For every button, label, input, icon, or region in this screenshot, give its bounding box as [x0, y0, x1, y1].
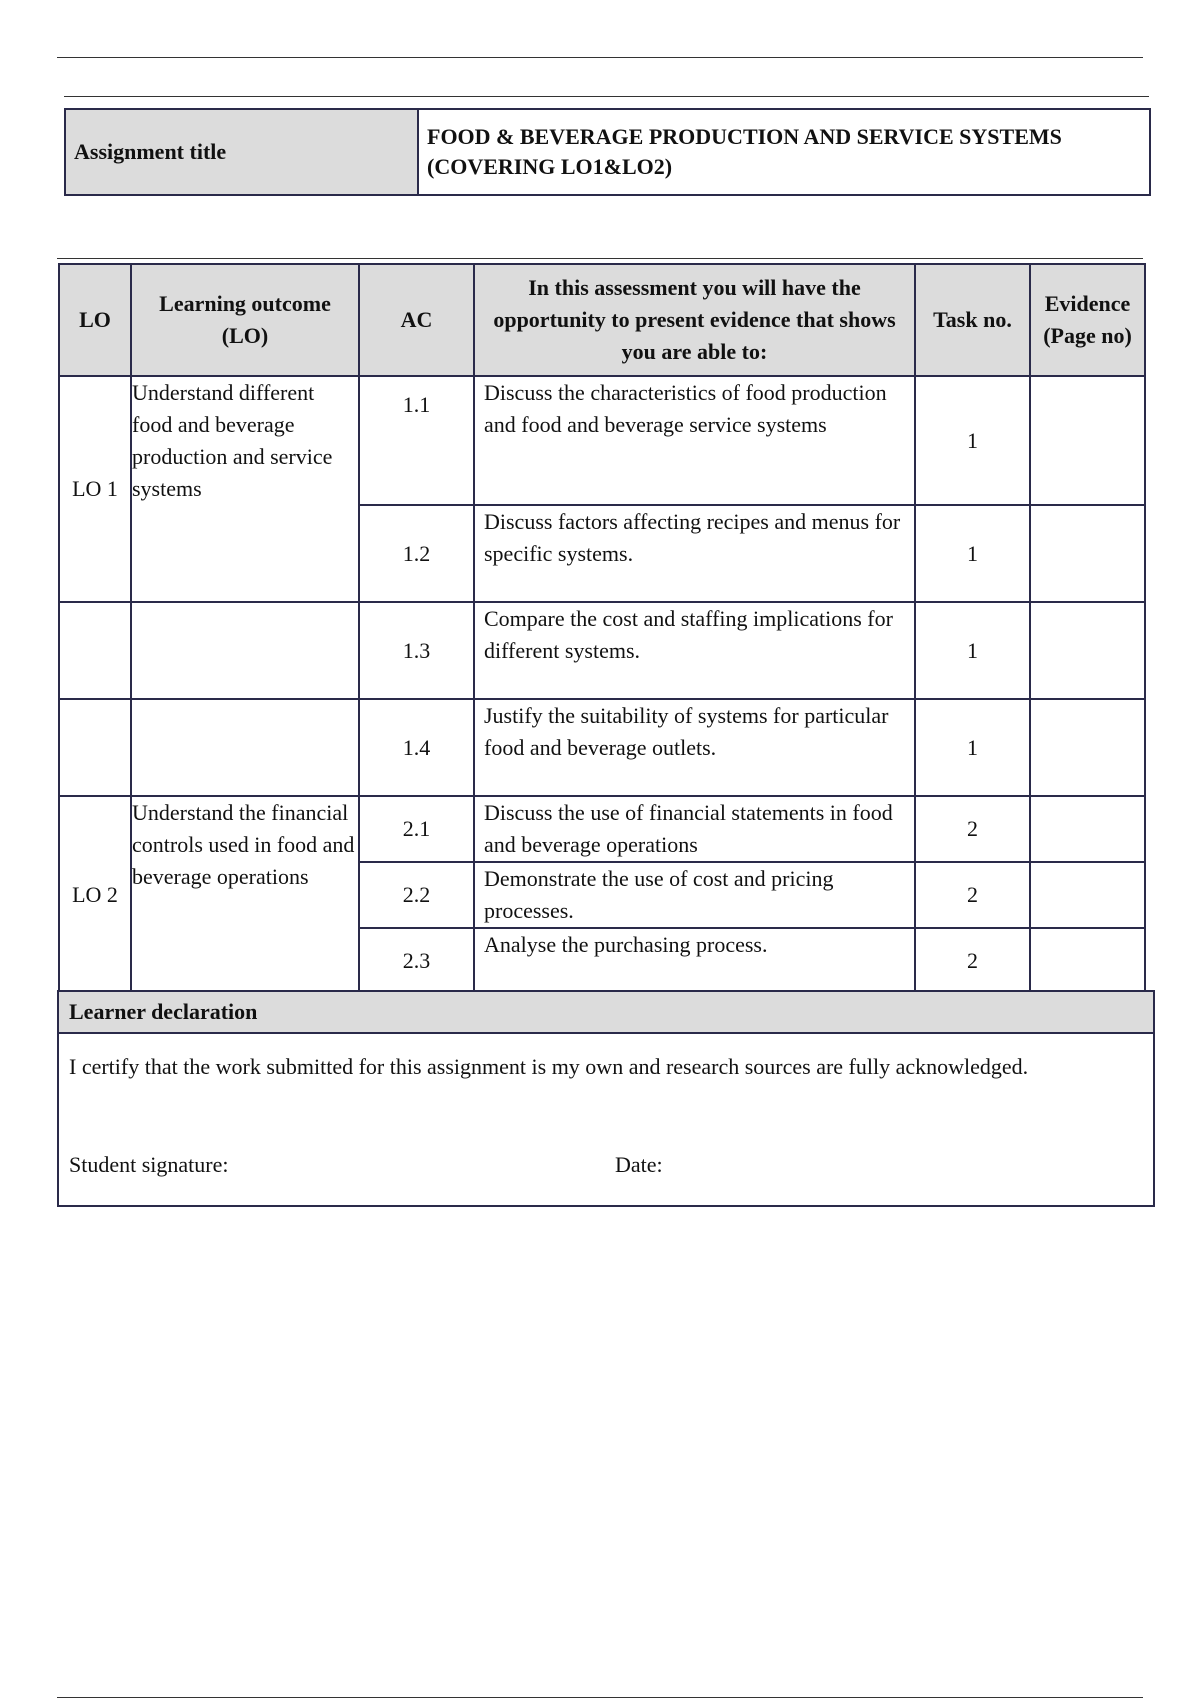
header-lo: LO — [59, 264, 131, 376]
table-top-rule — [57, 258, 1143, 259]
footer-rule — [57, 1697, 1143, 1698]
header-assessment-description: In this assessment you will have the opportunity to present evidence that shows you are able to: — [474, 264, 915, 376]
lo-empty-cell — [59, 602, 131, 699]
lo2-outcome: Understand the financial controls used in food and beverage operations — [131, 796, 359, 993]
declaration-text: I certify that the work submitted for this assignment is my own and research sources are fully acknowledged. — [69, 1054, 1029, 1079]
learner-declaration — [57, 990, 1155, 1207]
criteria-cell: Compare the cost and staffing implications for different systems. — [474, 602, 915, 699]
lo1-outcome: Understand different food and beverage production and service systems — [131, 376, 359, 602]
lo-empty-cell — [59, 699, 131, 796]
evidence-cell — [1030, 862, 1145, 928]
title-top-rule — [64, 96, 1149, 97]
student-signature-label: Student signature: — [69, 1152, 229, 1177]
declaration-heading: Learner declaration — [59, 992, 1153, 1034]
ac-cell: 1.1 — [359, 376, 474, 505]
criteria-cell: Discuss the characteristics of food production and food and beverage service systems — [474, 376, 915, 505]
lo2-label: LO 2 — [59, 796, 131, 993]
evidence-cell — [1030, 376, 1145, 505]
task-cell: 1 — [915, 376, 1030, 505]
task-cell: 2 — [915, 796, 1030, 862]
table-row — [59, 699, 1145, 796]
criteria-cell: Demonstrate the use of cost and pricing processes. — [474, 862, 915, 928]
header-learning-outcome: Learning outcome (LO) — [131, 264, 359, 376]
criteria-cell: Analyse the purchasing process. — [474, 928, 915, 993]
evidence-cell — [1030, 928, 1145, 993]
evidence-cell — [1030, 699, 1145, 796]
criteria-cell: Discuss factors affecting recipes and menus for specific systems. — [474, 505, 915, 602]
assignment-title-value: FOOD & BEVERAGE PRODUCTION AND SERVICE SYSTEMS (COVERING LO1&LO2) — [418, 109, 1150, 195]
lo1-label: LO 1 — [59, 376, 131, 602]
task-cell: 2 — [915, 928, 1030, 993]
header-evidence: Evidence (Page no) — [1030, 264, 1145, 376]
ac-cell: 1.4 — [359, 699, 474, 796]
ac-cell: 2.3 — [359, 928, 474, 993]
ac-cell: 2.1 — [359, 796, 474, 862]
task-cell: 1 — [915, 602, 1030, 699]
table-header-row — [59, 264, 1145, 376]
learning-outcomes-table — [58, 263, 1146, 994]
task-cell: 2 — [915, 862, 1030, 928]
table-row — [59, 376, 1145, 505]
outcome-empty-cell — [131, 699, 359, 796]
table-row — [59, 602, 1145, 699]
task-cell: 1 — [915, 699, 1030, 796]
assignment-title-label: Assignment title — [65, 109, 418, 195]
date-label: Date: — [615, 1152, 663, 1177]
top-rule — [57, 57, 1143, 58]
ac-cell: 2.2 — [359, 862, 474, 928]
ac-cell: 1.2 — [359, 505, 474, 602]
evidence-cell — [1030, 796, 1145, 862]
header-ac: AC — [359, 264, 474, 376]
ac-cell: 1.3 — [359, 602, 474, 699]
outcome-empty-cell — [131, 602, 359, 699]
task-cell: 1 — [915, 505, 1030, 602]
evidence-cell — [1030, 602, 1145, 699]
evidence-cell — [1030, 505, 1145, 602]
assignment-title-table — [64, 108, 1151, 196]
header-task-no: Task no. — [915, 264, 1030, 376]
criteria-cell: Discuss the use of financial statements in food and beverage operations — [474, 796, 915, 862]
table-row — [59, 796, 1145, 862]
criteria-cell: Justify the suitability of systems for particular food and beverage outlets. — [474, 699, 915, 796]
